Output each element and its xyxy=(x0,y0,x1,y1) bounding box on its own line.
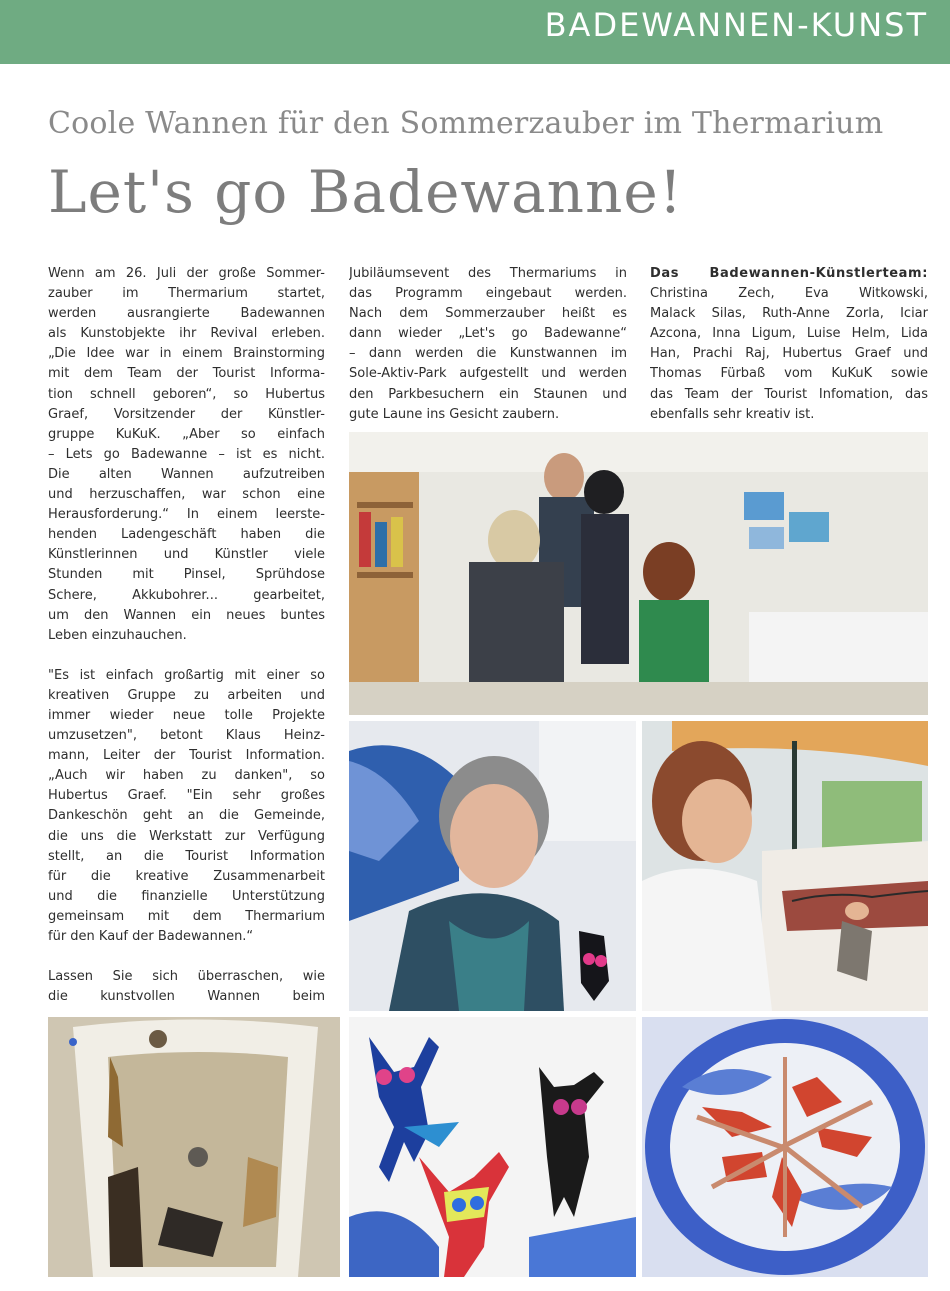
text-line: Schere, Akkubohrer... gearbeitet, xyxy=(48,587,325,603)
text-line: „Die Idee war in einem Brainstorming xyxy=(48,346,325,362)
paragraph-1 xyxy=(48,264,325,646)
text-line: mann, Leiter der Tourist Information. xyxy=(48,748,325,764)
photo-painted-swimmers xyxy=(642,1017,928,1277)
text-line: Graef, Vorsitzender der Künstler- xyxy=(48,406,325,422)
text-line: das Team der Tourist Infomation, das xyxy=(650,386,928,402)
text-line: – dann werden die Kunstwannen im xyxy=(349,346,627,362)
text-line: dann wieder „Let's go Badewanne“ xyxy=(349,326,627,342)
text-line: gute Laune ins Gesicht zaubern. xyxy=(349,406,560,422)
paragraph-3 xyxy=(48,967,325,1007)
photo-old-bathtub xyxy=(48,1017,340,1277)
text-line: das Programm eingebaut werden. xyxy=(349,286,627,302)
text-line: die kunstvollen Wannen beim xyxy=(48,989,325,1005)
text-line: "Es ist einfach großartig mit einer so xyxy=(48,667,325,683)
text-line: – Lets go Badewanne – ist es nicht. xyxy=(48,446,325,462)
text-line: tion schnell geboren“, so Hubertus xyxy=(48,386,325,402)
text-line: Die alten Wannen aufzutreiben xyxy=(48,466,325,482)
text-line: umzusetzen", betont Klaus Heinz- xyxy=(48,728,325,744)
text-line: henden Ladengeschäft haben die xyxy=(48,527,325,543)
text-line: Dankeschön geht an die Gemeinde, xyxy=(48,808,325,824)
section-title: BADEWANNEN-KUNST xyxy=(544,6,928,44)
text-line: als Kunstobjekte ihr Revival erleben. xyxy=(48,326,325,342)
text-line: Künstlerinnen und Künstler viele xyxy=(48,547,325,563)
text-line: Wenn am 26. Juli der große Sommer- xyxy=(48,266,325,281)
text-line: Hubertus Graef. "Ein sehr großes xyxy=(48,788,325,804)
article-title: Let's go Badewanne! xyxy=(48,158,683,226)
text-line: ebenfalls sehr kreativ ist. xyxy=(650,406,815,422)
text-line: für den Kauf der Badewannen.“ xyxy=(48,929,254,944)
text-line: die uns die Werkstatt zur Verfügung xyxy=(48,828,325,844)
text-line: und die finanzielle Unterstützung xyxy=(48,888,325,904)
text-line: Stunden mit Pinsel, Sprühdose xyxy=(48,567,325,583)
photo-smiling-artist xyxy=(349,721,636,1011)
photo-workshop-group xyxy=(349,432,928,715)
text-line: gruppe KuKuK. „Aber so einfach xyxy=(48,426,325,442)
photo-painting-artist xyxy=(642,721,928,1011)
section-banner xyxy=(0,0,950,64)
text-line: Leben einzuhauchen. xyxy=(48,627,187,643)
text-line: für die kreative Zusammenarbeit xyxy=(48,868,325,884)
text-line: Jubiläumsevent des Thermariums in xyxy=(349,266,627,281)
text-line: kreativen Gruppe zu arbeiten und xyxy=(48,687,325,703)
text-line: Thomas Fürbaß vom KuKuK sowie xyxy=(650,366,928,382)
text-line: Herausforderung.“ In einem leerste- xyxy=(48,507,325,523)
text-line: Han, Prachi Raj, Hubertus Graef und xyxy=(650,346,928,362)
text-column-2 xyxy=(349,264,627,425)
text-column-3 xyxy=(650,264,928,425)
text-line: gemeinsam mit dem Thermarium xyxy=(48,908,325,924)
text-column-1 xyxy=(48,264,325,1007)
text-line: „Auch wir haben zu danken", so xyxy=(48,768,325,784)
text-line: den Parkbesuchern ein Staunen und xyxy=(349,386,627,402)
article-subtitle: Coole Wannen für den Sommerzauber im Thermarium xyxy=(48,106,884,141)
text-line: und herzuschaffen, war schon eine xyxy=(48,487,325,503)
paragraph-col2 xyxy=(349,264,627,425)
text-line: zauber im Thermarium startet, xyxy=(48,286,325,302)
text-line: Malack Silas, Ruth-Anne Zorla, Iciar xyxy=(650,306,928,322)
team-list xyxy=(650,284,928,425)
text-line: Nach dem Sommerzauber heißt es xyxy=(349,306,627,322)
text-line: immer wieder neue tolle Projekte xyxy=(48,707,325,723)
text-line: mit dem Team der Tourist Informa- xyxy=(48,366,325,382)
text-line: um den Wannen ein neues buntes xyxy=(48,607,325,623)
text-line: Sole-Aktiv-Park aufgestellt und werden xyxy=(349,366,627,382)
text-line: Azcona, Inna Ligum, Luise Helm, Lida xyxy=(650,326,928,342)
paragraph-2 xyxy=(48,666,325,947)
team-heading: Das Badewannen-Künstlerteam: xyxy=(650,266,928,281)
text-line: stellt, an die Tourist Information xyxy=(48,848,325,864)
text-line: werden ausrangierte Badewannen xyxy=(48,306,325,322)
photo-nana-figures xyxy=(349,1017,636,1277)
text-line: Lassen Sie sich überraschen, wie xyxy=(48,969,325,985)
text-line: Christina Zech, Eva Witkowski, xyxy=(650,286,928,302)
